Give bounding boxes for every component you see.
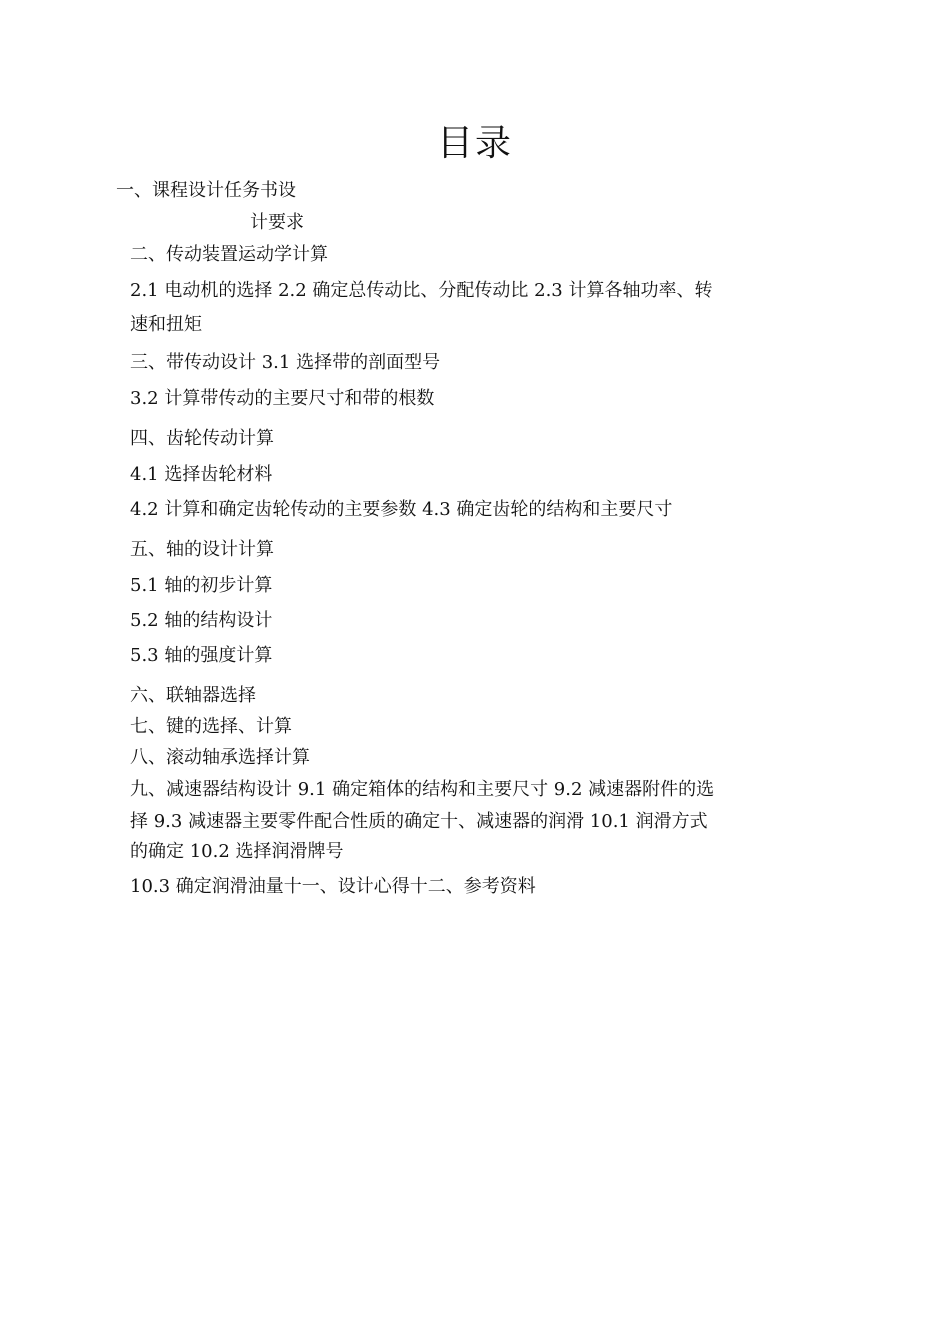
toc-line: 计要求 (250, 212, 304, 233)
toc-line: 三、带传动设计 3.1 选择带的剖面型号 (130, 352, 441, 373)
toc-line: 六、联轴器选择 (130, 685, 256, 706)
toc-line: 5.3 轴的强度计算 (130, 645, 273, 666)
toc-line: 速和扭矩 (130, 314, 202, 335)
toc-line: 七、键的选择、计算 (130, 716, 292, 737)
toc-line: 5.1 轴的初步计算 (130, 575, 273, 596)
toc-line: 的确定 10.2 选择润滑牌号 (130, 841, 344, 862)
toc-line: 五、轴的设计计算 (130, 539, 274, 560)
toc-line: 一、课程设计任务书设 (116, 180, 296, 201)
toc-line: 4.1 选择齿轮材料 (130, 464, 273, 485)
toc-line: 八、滚动轴承选择计算 (130, 747, 310, 768)
page-title: 目录 (436, 123, 513, 164)
toc-line: 2.1 电动机的选择 2.2 确定总传动比、分配传动比 2.3 计算各轴功率、转 (130, 280, 713, 301)
toc-line: 九、减速器结构设计 9.1 确定箱体的结构和主要尺寸 9.2 减速器附件的选 (130, 779, 715, 800)
toc-line: 10.3 确定润滑油量十一、设计心得十二、参考资料 (130, 876, 536, 897)
toc-line: 择 9.3 减速器主要零件配合性质的确定十、减速器的润滑 10.1 润滑方式 (130, 811, 708, 832)
toc-line: 3.2 计算带传动的主要尺寸和带的根数 (130, 388, 435, 409)
toc-line: 4.2 计算和确定齿轮传动的主要参数 4.3 确定齿轮的结构和主要尺寸 (130, 499, 673, 520)
toc-line: 二、传动装置运动学计算 (130, 244, 328, 265)
toc-line: 5.2 轴的结构设计 (130, 610, 273, 631)
toc-line: 四、齿轮传动计算 (130, 428, 274, 449)
